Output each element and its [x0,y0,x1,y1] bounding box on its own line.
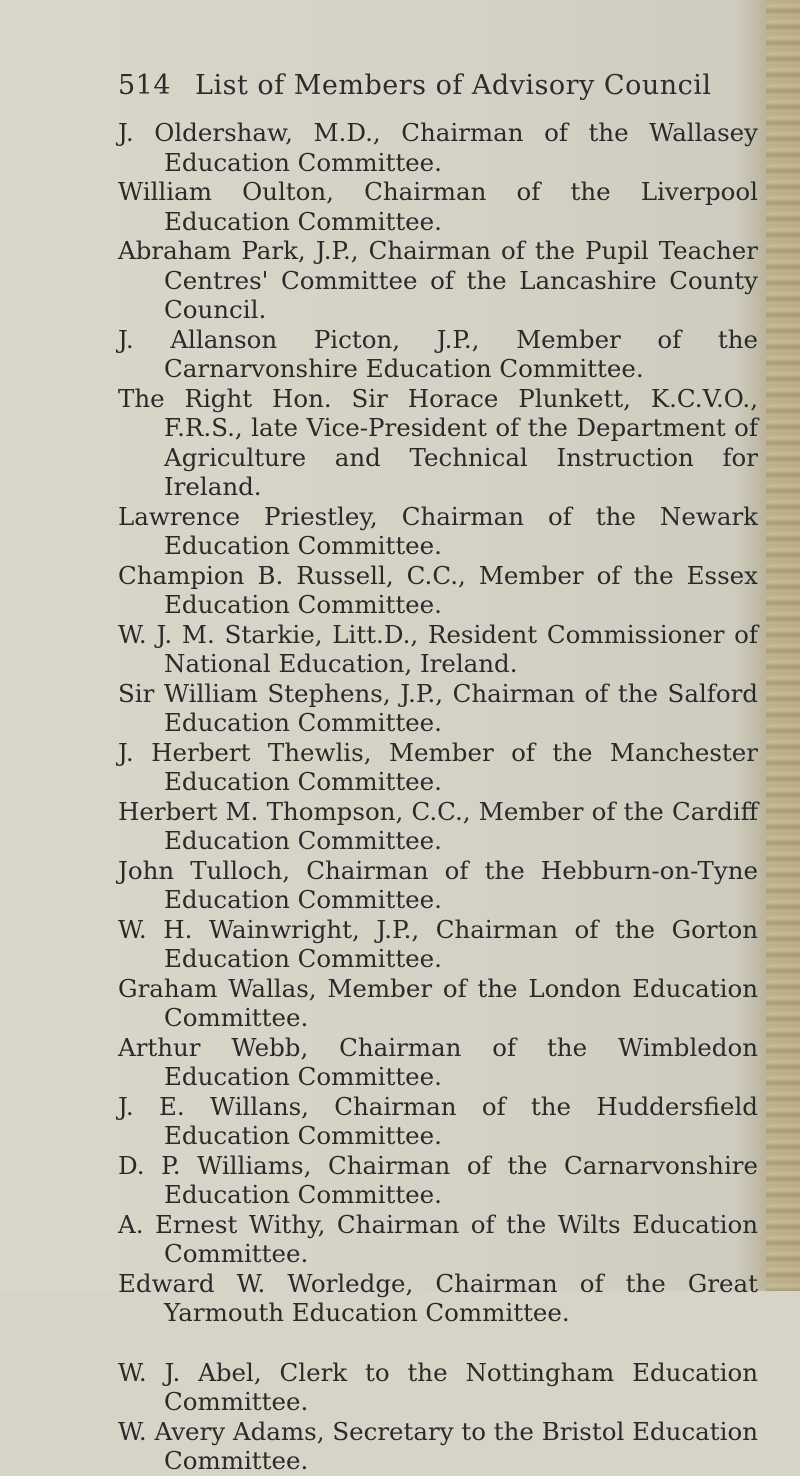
officer-entry: W. Avery Adams, Secretary to the Bristol Education Committee. [118,1416,758,1475]
running-title: List of Members of Advisory Council [195,70,712,101]
member-entry: W. J. M. Starkie, Litt.D., Resident Commissioner of National Education, Ireland. [118,619,758,678]
member-entry: Abraham Park, J.P., Chairman of the Pupil Teacher Centres' Committee of the Lancashire County Council. [118,236,758,324]
member-entry: Champion B. Russell, C.C., Member of the Essex Education Committee. [118,560,758,619]
page-number: 514 [118,70,172,101]
member-entry: J. Allanson Picton, J.P., Member of the Carnarvonshire Education Committee. [118,324,758,383]
member-entry: John Tulloch, Chairman of the Hebburn-on-Tyne Education Committee. [118,855,758,914]
member-entry: Sir William Stephens, J.P., Chairman of the Salford Education Committee. [118,678,758,737]
member-entry: The Right Hon. Sir Horace Plunkett, K.C.V.O., F.R.S., late Vice-President of the Department of Agriculture and Technical Instruction for Ireland. [118,383,758,501]
member-entry: D. P. Williams, Chairman of the Carnarvonshire Education Committee. [118,1150,758,1209]
member-entry: J. E. Willans, Chairman of the Huddersfield Education Committee. [118,1091,758,1150]
section-gap [118,1328,758,1358]
member-entry: William Oulton, Chairman of the Liverpool Education Committee. [118,177,758,236]
member-entry: Graham Wallas, Member of the London Education Committee. [118,973,758,1032]
member-entry: Herbert M. Thompson, C.C., Member of the Cardiff Education Committee. [118,796,758,855]
member-entry: J. Herbert Thewlis, Member of the Manchester Education Committee. [118,737,758,796]
officer-entry: W. J. Abel, Clerk to the Nottingham Education Committee. [118,1357,758,1416]
page-edge [766,0,800,1291]
member-entry: J. Oldershaw, M.D., Chairman of the Wallasey Education Committee. [118,118,758,177]
member-entry: A. Ernest Withy, Chairman of the Wilts Education Committee. [118,1209,758,1268]
page-header [118,70,758,101]
member-entry: Arthur Webb, Chairman of the Wimbledon Education Committee. [118,1032,758,1091]
member-entry: Edward W. Worledge, Chairman of the Great Yarmouth Education Committee. [118,1268,758,1327]
member-entry: W. H. Wainwright, J.P., Chairman of the Gorton Education Committee. [118,914,758,973]
member-entry: Lawrence Priestley, Chairman of the Newark Education Committee. [118,501,758,560]
member-list [118,118,758,1476]
